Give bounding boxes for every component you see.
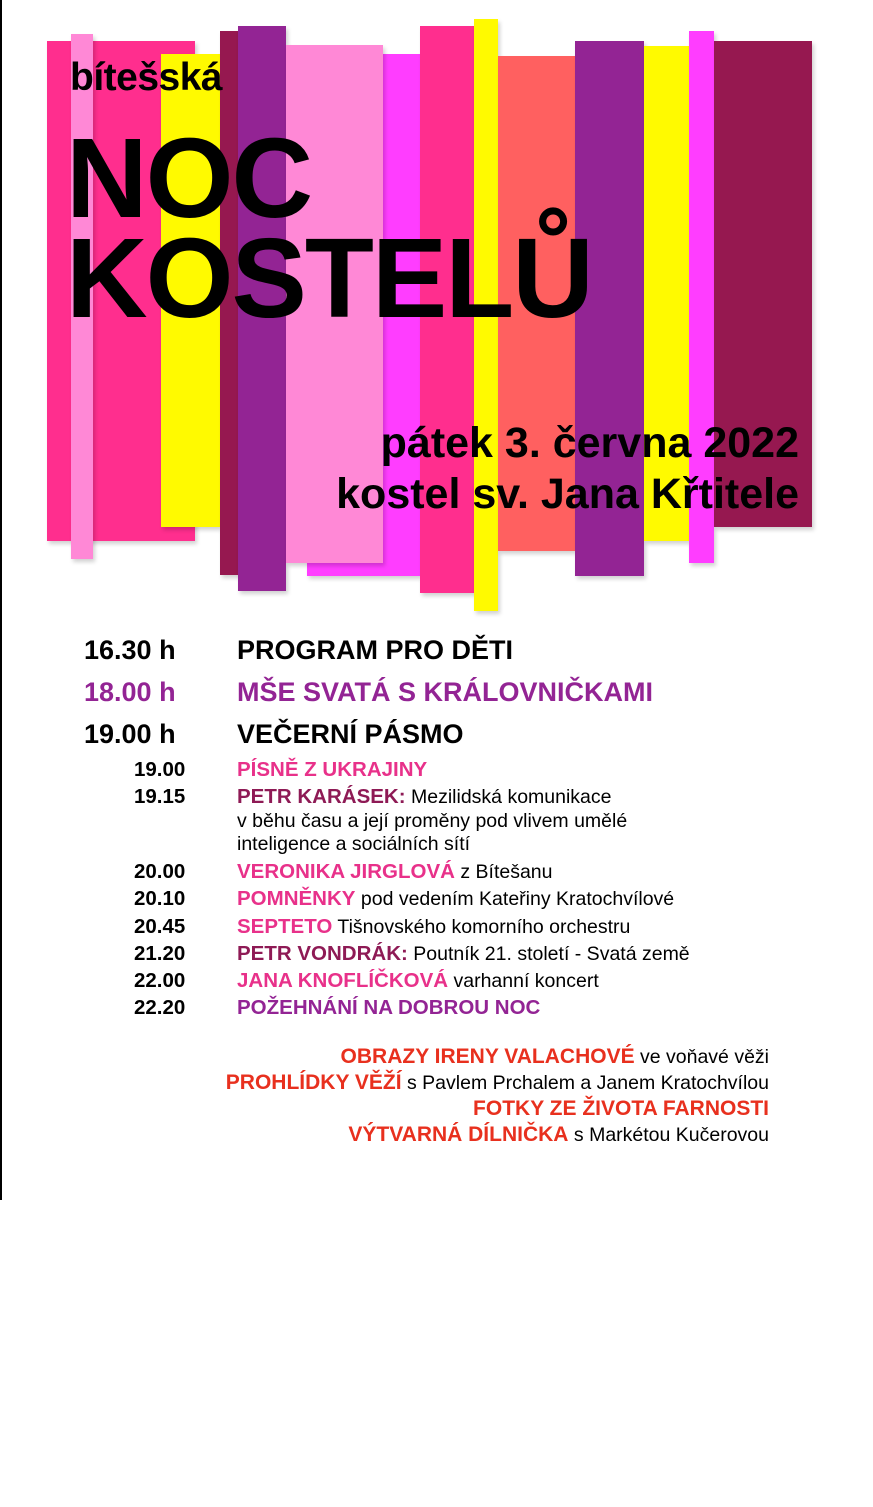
evening-item: [134, 917, 630, 938]
evening-title: PETR KARÁSEK:: [237, 785, 406, 808]
town-label: bítešská: [70, 56, 223, 99]
evening-desc: varhanní koncert: [448, 970, 599, 992]
evening-item: [134, 889, 674, 910]
evening-desc: z Bítešanu: [454, 861, 553, 883]
evening-time: 20.10: [134, 887, 186, 910]
evening-title: POŽEHNÁNÍ NA DOBROU NOC: [237, 996, 541, 1019]
event-date: pátek 3. června 2022: [380, 419, 799, 467]
evening-title: PÍSNĚ Z UKRAJINY: [237, 758, 428, 781]
extra-title: VÝTVARNÁ DÍLNIČKA: [348, 1123, 569, 1146]
evening-item: [134, 862, 553, 883]
evening-time: 21.20: [134, 942, 186, 965]
evening-desc-continued: v běhu času a její proměny pod vlivem umělé: [237, 810, 628, 832]
extra-item: [226, 1072, 769, 1094]
program-time: 19.00 h: [84, 719, 176, 749]
program-title: PROGRAM PRO DĚTI: [237, 635, 514, 665]
extra-title: PROHLÍDKY VĚŽÍ: [225, 1071, 402, 1094]
evening-desc: Mezilidská komunikace: [405, 786, 612, 808]
evening-time: 20.45: [134, 915, 186, 938]
evening-time: 19.00: [134, 758, 186, 781]
extra-item: [341, 1046, 769, 1068]
program-item: [84, 721, 464, 748]
program-item: [84, 637, 513, 664]
evening-item: [134, 787, 612, 808]
extra-title: OBRAZY IRENY VALACHOVÉ: [340, 1045, 635, 1068]
extra-desc: s Markétou Kučerovou: [568, 1124, 769, 1146]
program-time: 18.00 h: [84, 677, 176, 707]
extra-item: [473, 1098, 769, 1120]
evening-item: [134, 998, 540, 1019]
event-venue: kostel sv. Jana Křtitele: [336, 470, 799, 518]
extra-desc: s Pavlem Prchalem a Janem Kratochvílou: [401, 1072, 769, 1094]
evening-item: [134, 944, 690, 965]
program-title: VEČERNÍ PÁSMO: [237, 719, 464, 749]
program-title: MŠE SVATÁ S KRÁLOVNIČKAMI: [237, 677, 654, 707]
extra-title: FOTKY ZE ŽIVOTA FARNOSTI: [473, 1097, 769, 1120]
title-noc: NOC: [66, 115, 312, 241]
evening-desc-continued: inteligence a sociálních sítí: [237, 833, 471, 855]
evening-time: 22.20: [134, 996, 186, 1019]
evening-desc: pod vedením Kateřiny Kratochvílové: [355, 888, 675, 910]
evening-title: PETR VONDRÁK:: [237, 942, 408, 965]
program-time: 16.30 h: [84, 635, 176, 665]
evening-item: [134, 760, 427, 781]
evening-title: JANA KNOFLÍČKOVÁ: [237, 969, 449, 992]
title-kostelu: KOSTELŮ: [66, 215, 592, 341]
evening-title: SEPTETO: [237, 915, 333, 938]
extra-item: [348, 1124, 769, 1146]
evening-time: 19.15: [134, 785, 186, 808]
program-item: [84, 679, 653, 706]
evening-time: 20.00: [134, 860, 186, 883]
evening-item: [134, 971, 599, 992]
evening-title: POMNĚNKY: [237, 887, 356, 910]
evening-title: VERONIKA JIRGLOVÁ: [237, 860, 455, 883]
evening-time: 22.00: [134, 969, 186, 992]
evening-desc: Tišnovského komorního orchestru: [332, 916, 631, 938]
evening-desc: Poutník 21. století - Svatá země: [407, 943, 690, 965]
extra-desc: ve voňavé věži: [634, 1046, 769, 1068]
